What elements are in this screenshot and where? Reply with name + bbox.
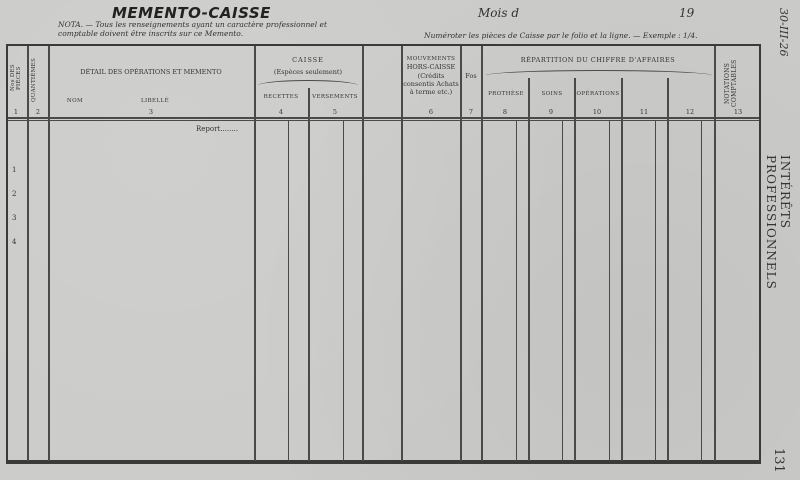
col-divider <box>288 120 289 461</box>
col-divider <box>401 46 403 461</box>
header-caisse: CAISSE <box>292 56 324 64</box>
page-number: 131 <box>771 448 786 473</box>
column-number: 2 <box>35 108 41 116</box>
col-divider <box>48 46 50 461</box>
header-caisse-sub: (Espèces seulement) <box>273 68 343 76</box>
bottom-rule <box>6 462 761 464</box>
col-divider <box>714 46 716 461</box>
column-number: 5 <box>332 108 338 116</box>
header-hors-caisse: HORS-CAISSE <box>406 63 456 71</box>
col-divider <box>481 46 483 461</box>
header-nom: NOM <box>66 98 84 104</box>
numbering-instruction: Numéroter les pièces de Caisse par le folio et la ligne. — Exemple : 1/4. <box>424 31 698 40</box>
col-divider <box>516 120 517 461</box>
column-number: 8 <box>502 108 508 116</box>
column-number: 3 <box>148 108 154 116</box>
page-title: MEMENTO-CAISSE <box>112 4 271 22</box>
running-head: INTÉRÊTS PROFESSIONNELS <box>764 155 792 290</box>
report-line <box>196 125 238 133</box>
col-divider <box>667 78 669 461</box>
column-number: 6 <box>428 108 434 116</box>
row-number: 4 <box>12 238 17 246</box>
column-number: 13 <box>733 108 743 116</box>
col-divider <box>701 120 702 461</box>
column-number: 4 <box>278 108 284 116</box>
col-divider <box>362 46 364 461</box>
header-fos: Fos <box>465 72 477 80</box>
header-rule <box>8 117 759 119</box>
column-number: 10 <box>592 108 602 116</box>
col-divider <box>609 120 610 461</box>
col-divider <box>655 120 656 461</box>
month-label: Mois d <box>478 6 520 20</box>
header-mouvements: MOUVEMENTS <box>406 56 456 62</box>
col-divider <box>562 120 563 461</box>
row-number: 1 <box>12 166 17 174</box>
header-libelle: LIBELLÉ <box>140 98 169 104</box>
header-hors-caisse-detail: (Crédits consentis Achats à terme etc.) <box>403 72 459 96</box>
caisse-brace <box>258 80 358 91</box>
header-no-pieces: Nos DES PIÈCES <box>10 64 22 92</box>
column-number: 7 <box>468 108 474 116</box>
column-number: 1 <box>13 108 19 116</box>
col-divider <box>343 120 344 461</box>
col-divider <box>254 46 256 461</box>
row-number: 3 <box>12 214 17 222</box>
year-label: 19 <box>679 6 695 20</box>
row-number: 2 <box>12 190 17 198</box>
column-number-rule <box>8 120 759 121</box>
column-number: 11 <box>639 108 649 116</box>
col-divider <box>621 78 623 461</box>
header-soins: SOINS <box>541 91 563 97</box>
header-operations: OPÉRATIONS <box>576 91 620 97</box>
col-divider <box>308 88 310 461</box>
header-repartition: RÉPARTITION DU CHIFFRE D'AFFAIRES <box>520 56 676 64</box>
col-divider <box>528 78 530 461</box>
header-prothese: PROTHÈSE <box>488 91 524 97</box>
ledger-table-frame <box>6 44 761 462</box>
column-number: 9 <box>548 108 554 116</box>
report-label: Report <box>196 125 221 133</box>
repartition-brace <box>486 70 712 81</box>
handwritten-date: 30-III-26 <box>777 8 790 57</box>
nota-text: NOTA. — Tous les renseignements ayant un caractère professionnel et comptable doivent être inscrits sur ce Memento. <box>58 20 327 38</box>
header-quantiemes: QUANTIÈMES <box>31 57 37 103</box>
header-detail: DÉTAIL DES OPÉRATIONS ET MEMENTO <box>80 68 222 76</box>
header-recettes: RECETTES <box>263 94 299 100</box>
header-versements: VERSEMENTS <box>312 94 358 100</box>
report-dots: ........ <box>220 125 239 133</box>
column-number: 12 <box>685 108 695 116</box>
header-notations: NOTATIONS COMPTABLES <box>724 59 738 107</box>
col-divider <box>574 78 576 461</box>
